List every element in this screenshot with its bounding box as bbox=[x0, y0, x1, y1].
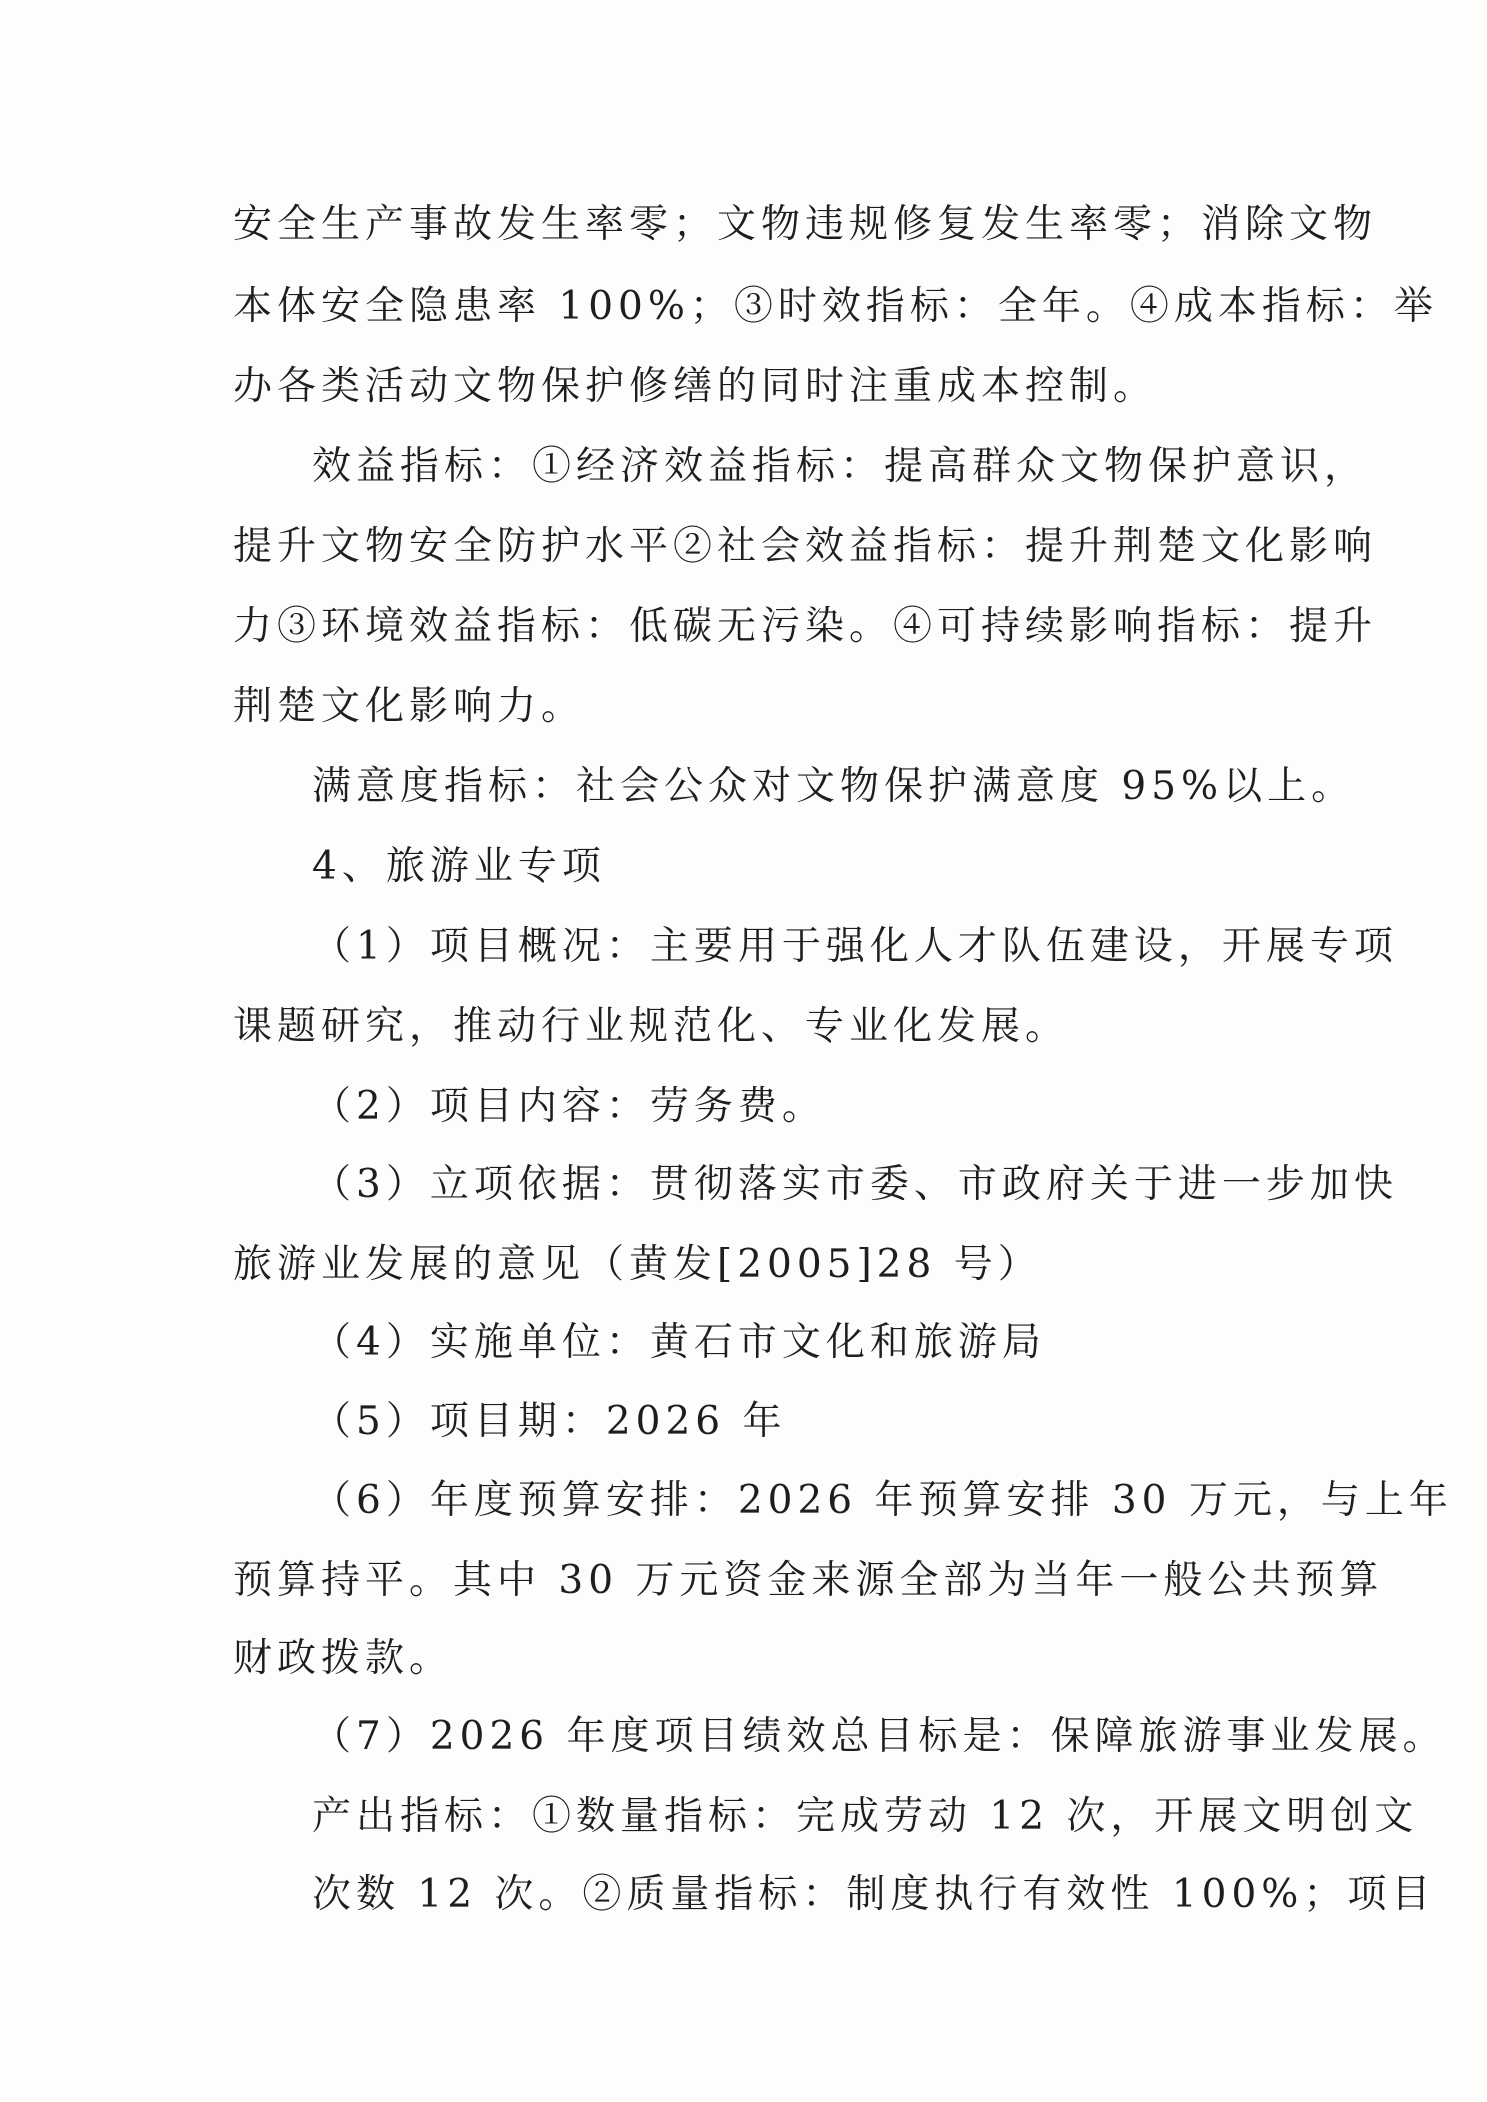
paragraph-first-line: （1）项目概况：主要用于强化人才队伍建设，开展专项 bbox=[312, 924, 1398, 969]
paragraph-first-line: （3）立项依据：贯彻落实市委、市政府关于进一步加快 bbox=[312, 1162, 1398, 1207]
paragraph-first-line: 效益指标：①经济效益指标：提高群众文物保护意识， bbox=[312, 444, 1369, 489]
text-line: 课题研究，推动行业规范化、专业化发展。 bbox=[233, 1004, 1070, 1049]
paragraph-first-line: （7）2026 年度项目绩效总目标是：保障旅游事业发展。 bbox=[312, 1714, 1447, 1759]
paragraph-first-line: （6）年度预算安排：2026 年预算安排 30 万元，与上年 bbox=[312, 1478, 1453, 1523]
text-line: 预算持平。其中 30 万元资金来源全部为当年一般公共预算 bbox=[233, 1558, 1384, 1603]
text-line: 财政拨款。 bbox=[233, 1636, 454, 1681]
text-line: 旅游业发展的意见（黄发[2005]28 号） bbox=[233, 1242, 1042, 1287]
text-line: 安全生产事故发生率零；文物违规修复发生率零；消除文物 bbox=[233, 202, 1378, 247]
paragraph-first-line: （5）项目期：2026 年 bbox=[312, 1399, 787, 1444]
paragraph-first-line: 满意度指标：社会公众对文物保护满意度 95%以上。 bbox=[312, 764, 1356, 809]
text-line: 办各类活动文物保护修缮的同时注重成本控制。 bbox=[233, 364, 1158, 409]
paragraph-first-line: （2）项目内容：劳务费。 bbox=[312, 1084, 826, 1129]
paragraph-first-line: （4）实施单位：黄石市文化和旅游局 bbox=[312, 1320, 1046, 1365]
text-line: 荆楚文化影响力。 bbox=[233, 684, 586, 729]
text-line: 本体安全隐患率 100%；③时效指标：全年。④成本指标：举 bbox=[233, 284, 1438, 329]
text-line: 产出指标：①数量指标：完成劳动 12 次，开展文明创文 bbox=[312, 1794, 1419, 1839]
section-heading: 4、旅游业专项 bbox=[312, 844, 606, 889]
text-line: 次数 12 次。②质量指标：制度执行有效性 100%；项目 bbox=[312, 1872, 1436, 1917]
text-line: 提升文物安全防护水平②社会效益指标：提升荆楚文化影响 bbox=[233, 524, 1378, 569]
text-line: 力③环境效益指标：低碳无污染。④可持续影响指标：提升 bbox=[233, 604, 1378, 649]
